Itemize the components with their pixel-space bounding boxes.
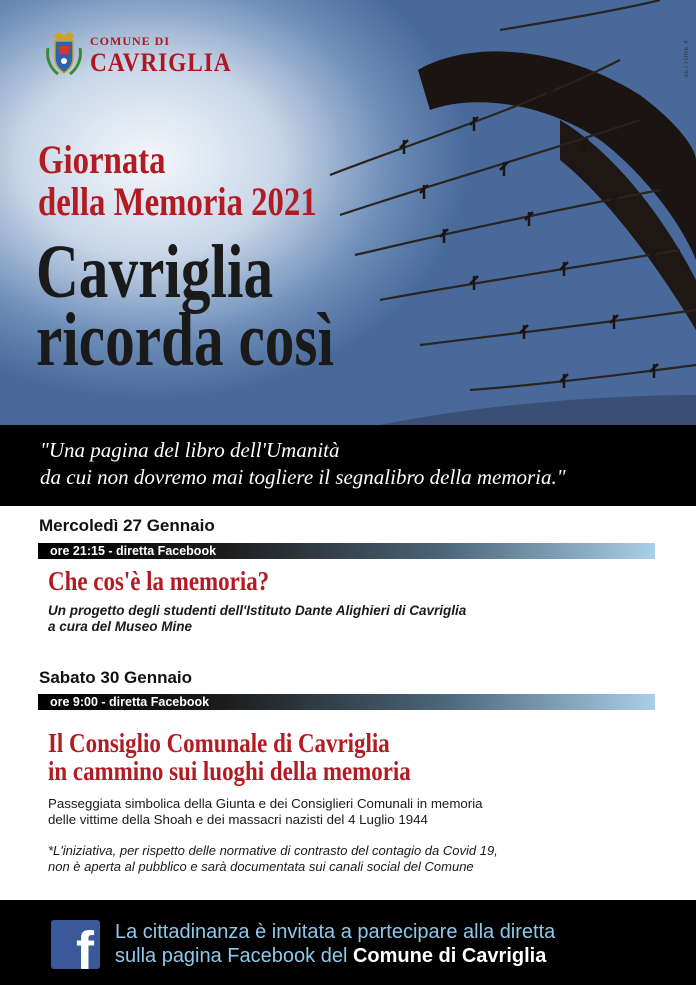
- footer-line-2: [115, 944, 546, 968]
- main-title-line-1: Cavriglia: [36, 230, 274, 314]
- footer-line-1: La cittadinanza è invitata a partecipare alla diretta: [115, 921, 556, 943]
- coat-of-arms-icon: [44, 30, 84, 78]
- footer-band: [0, 900, 696, 985]
- quote-band: [0, 425, 696, 506]
- event-2-body-1: Passeggiata simbolica della Giunta e dei Consiglieri Comunali in memoria: [48, 796, 483, 811]
- event-heading-line-1: Giornata: [38, 137, 166, 182]
- credit-text: SETTORE 4: [684, 40, 690, 78]
- logo-line-2: CAVRIGLIA: [90, 47, 232, 77]
- hero-banner: [0, 0, 696, 425]
- event-2-note-2: non è aperta al pubblico e sarà documentata sui canali social del Comune: [48, 859, 474, 874]
- event-heading-line-2: della Memoria 2021: [38, 179, 317, 224]
- event-2-date: Sabato 30 Gennaio: [39, 668, 193, 687]
- event-1-date: Mercoledì 27 Gennaio: [39, 516, 215, 535]
- quote-line-2: da cui non dovremo mai togliere il segnalibro della memoria.": [40, 465, 566, 489]
- event-heading: [38, 139, 317, 223]
- municipality-logo: [44, 30, 247, 78]
- quote-line-1: "Una pagina del libro dell'Umanità: [40, 438, 340, 462]
- event-2-time-bar: [38, 694, 655, 710]
- main-title: [36, 230, 334, 382]
- facebook-icon[interactable]: [51, 920, 100, 969]
- main-title-line-2: ricorda così: [36, 298, 334, 382]
- facebook-glyph: f: [76, 921, 94, 969]
- event-2-title-2: in cammino sui luoghi della memoria: [48, 756, 411, 786]
- footer-line-2-prefix: sulla pagina Facebook del: [115, 945, 353, 967]
- event-2-note-1: *L'iniziativa, per rispetto delle normative di contrasto del contagio da Covid 19,: [48, 843, 498, 858]
- footer-line-2-bold: Comune di Cavriglia: [352, 945, 547, 967]
- event-1-title: Che cos'è la memoria?: [48, 566, 270, 596]
- event-1-subtitle-2: a cura del Museo Mine: [48, 619, 193, 634]
- event-1-time: ore 21:15 - diretta Facebook: [50, 544, 217, 558]
- event-1-time-bar: [38, 543, 655, 559]
- event-1-subtitle-1: Un progetto degli studenti dell'Istituto Dante Alighieri di Cavriglia: [48, 603, 467, 618]
- event-2-time: ore 9:00 - diretta Facebook: [50, 695, 210, 709]
- event-2-title-1: Il Consiglio Comunale di Cavriglia: [48, 728, 390, 758]
- logo-line-1: COMUNE DI: [90, 33, 170, 48]
- event-2-body-2: delle vittime della Shoah e dei massacri nazisti del 4 Luglio 1944: [48, 812, 428, 827]
